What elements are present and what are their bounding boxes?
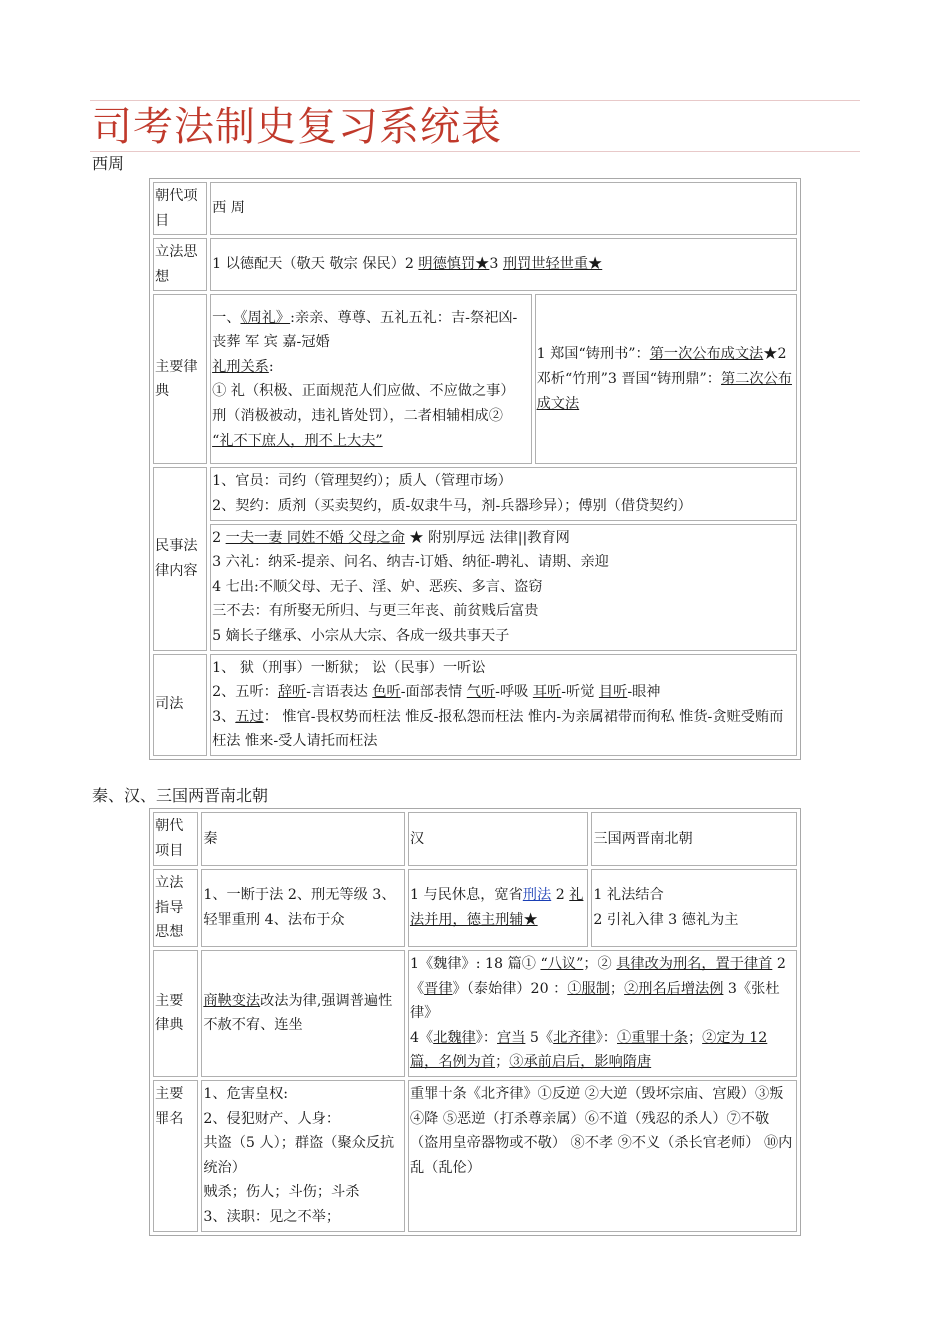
text: :亲亲、尊尊、五礼五礼：吉-祭祀凶-丧葬 军 宾 嘉-冠婚 — [212, 309, 518, 351]
text: 一夫一妻 同姓不婚 父母之命 — [225, 529, 405, 546]
text: ①服制 — [567, 980, 610, 997]
page-title: 司考法制史复习系统表 — [92, 104, 502, 150]
text: 1 郑国“铸刑书”： — [536, 346, 650, 363]
header-cell-item: 朝代项目 — [153, 812, 198, 866]
text: 第一次公布成文法 — [649, 346, 764, 363]
lvdian-line: ① 礼（积极、正面规范人们应做、不应做之事） — [212, 383, 515, 400]
text: ； — [495, 1054, 510, 1071]
sifa-line — [212, 705, 795, 754]
text: 辞听 — [277, 684, 307, 701]
text: 1 礼法结合 — [593, 887, 664, 904]
lvdian-han-sanguo — [408, 950, 797, 1077]
text: ★ 附别厚远 法律||教育网 — [404, 529, 570, 546]
text: 北齐律 — [553, 1029, 596, 1046]
row-head-sifa: 司法 — [153, 654, 207, 756]
qinhan-table — [149, 808, 801, 1236]
xingfa-link[interactable]: 刑法 — [522, 887, 552, 904]
sifa-line: 1、 狱（刑事）一断狱； 讼（民事）一听讼 — [212, 659, 486, 676]
lvdian-line — [212, 306, 529, 355]
table-row — [153, 812, 797, 866]
text: 1 与民休息，宽省 — [409, 887, 523, 904]
text: 共盗（5 人）；群盗（聚众反抗统治） — [203, 1135, 395, 1176]
text: 贼杀；伤人；斗伤；斗杀 — [203, 1184, 360, 1201]
text: -言语表达 — [306, 684, 373, 701]
text: ★2 邓析“竹刑”3 晋国“铸刑鼎”： — [536, 346, 787, 388]
table-row — [153, 294, 797, 464]
sifa-line — [212, 680, 795, 705]
row-head-lvdian: 主要律典 — [153, 950, 198, 1077]
text: 2、侵犯财产、人身： — [203, 1110, 341, 1127]
text: 五过 — [235, 708, 264, 725]
text: 气听 — [466, 684, 496, 701]
text: ③承前启后，影响隋唐 — [509, 1054, 652, 1071]
minshi-line — [212, 526, 795, 551]
lvdian-line — [212, 429, 529, 454]
text: 》： — [475, 1029, 498, 1046]
zhidao-qin: 1、一断于法 2、刑无等级 3、轻罪重刑 4、法布于众 — [201, 869, 405, 947]
text: 》： — [595, 1029, 617, 1046]
lvdian-qin — [201, 950, 405, 1077]
title-top-rule — [90, 100, 860, 101]
text: 4《 — [409, 1029, 434, 1046]
text: 2 — [212, 529, 226, 546]
minshi-part-1 — [210, 467, 797, 520]
minshi-line: 2、契约：质剂（买卖契约，质-奴隶牛马，剂-兵器珍异）；傅别（借贷契约） — [212, 497, 692, 514]
xizhou-table — [149, 178, 801, 760]
header-cell-item: 朝代项目 — [153, 182, 207, 235]
minshi-line: 4 七出:不顺父母、无子、淫、妒、恶疾、多言、盗窃 — [212, 578, 543, 595]
text: 1、危害皇权: — [203, 1085, 289, 1102]
table-row — [153, 1080, 797, 1232]
text: 第二次公布成文法 — [536, 371, 792, 412]
text: ； — [687, 1029, 703, 1046]
section-label-qinhan: 秦、汉、三国两晋南北朝 — [92, 786, 269, 805]
text: : — [268, 358, 274, 375]
header-cell-sanguo: 三国两晋南北朝 — [591, 812, 797, 866]
header-cell-han: 汉 — [408, 812, 588, 866]
table-row — [153, 182, 797, 235]
text: 耳听 — [532, 684, 562, 701]
header-cell-dynasty: 西 周 — [210, 182, 797, 235]
table-row — [153, 238, 797, 291]
text: ； — [609, 980, 625, 997]
text: 目听 — [598, 684, 628, 701]
text: 2 引礼入律 3 德礼为主 — [593, 912, 739, 928]
lifa-content — [210, 238, 797, 291]
minshi-line: 三不去：有所娶无所归、与更三年丧、前贫贱后富贵 — [212, 603, 539, 620]
text: 晋律 — [424, 980, 453, 997]
text: -眼神 — [627, 684, 661, 701]
lifa-text-1: 1 以德配天（敬天 敬宗 保民）2 — [212, 256, 419, 273]
minshi-line: 3 六礼：纳采-提亲、问名、纳吉-订婚、纳征-聘礼、请期、亲迎 — [212, 554, 609, 571]
minshi-line: 1、官员：司约（管理契约）；质人（管理市场） — [212, 473, 512, 490]
table-row — [153, 869, 797, 947]
row-head-lvdian: 主要律典 — [153, 294, 207, 464]
text: 北魏律 — [433, 1029, 476, 1046]
text: -呼吸 — [495, 684, 533, 701]
text: 2《 — [409, 956, 786, 997]
text: ；② — [583, 956, 617, 972]
minshi-part-2 — [210, 524, 797, 651]
text: 具律改为刑名，置于律首 — [616, 956, 773, 972]
text: 色听 — [372, 684, 401, 701]
text: “礼不下庶人，刑不上大夫” — [212, 432, 383, 449]
text: 3《张杜律》 — [409, 980, 780, 1022]
text: 2、五听： — [212, 684, 278, 701]
text: 1《魏律》: 18 篇① — [409, 956, 541, 972]
lifa-underline-2: 刑罚世轻世重★ — [502, 256, 603, 273]
text: ①重罪十条 — [617, 1029, 688, 1046]
lvdian-line — [212, 355, 529, 380]
table-row — [153, 524, 797, 651]
zuiming-han-sanguo: 重罪十条《北齐律》①反逆 ②大逆（毁坏宗庙、宫殿）③叛 ④降 ⑤恶逆（打杀尊亲属）⑥不道（残忍的杀人）⑦不敬（盗用皇帝器物或不敬） ⑧不孝 ⑨不义（杀长官老师） ⑩内乱（乱伦） — [408, 1080, 797, 1232]
text: 改法为律,强调普遍性不赦不宥、连坐 — [203, 992, 393, 1034]
row-head-minshi: 民事法律内容 — [153, 467, 207, 650]
lifa-text-2: 3 — [489, 256, 503, 273]
text: 商鞅变法 — [203, 992, 261, 1009]
lifa-underline-1: 明德慎罚★ — [418, 256, 490, 273]
text: 》（泰始律）20 ： — [452, 980, 568, 997]
zhouli-link: 《周礼》 — [240, 309, 291, 326]
header-cell-qin: 秦 — [201, 812, 405, 866]
text: -听觉 — [561, 684, 599, 701]
text: 一、 — [212, 309, 241, 326]
text: “八议” — [540, 956, 584, 972]
zhidao-han — [408, 869, 588, 947]
sifa-content — [210, 654, 797, 756]
lvdian-left — [210, 294, 531, 464]
table-row — [153, 467, 797, 520]
text: ②刑名后增法例 — [624, 980, 724, 997]
row-head-lifa: 立法思想 — [153, 238, 207, 291]
text: 宫当 — [497, 1029, 526, 1046]
text: 礼刑关系 — [212, 358, 269, 375]
text: 3、渎职：见之不举； — [203, 1208, 341, 1225]
lvdian-right — [535, 294, 797, 464]
title-bottom-rule — [90, 151, 860, 152]
table-row — [153, 950, 797, 1077]
text: 3、 — [212, 708, 236, 725]
section-label-xizhou: 西周 — [92, 154, 125, 173]
zhidao-sanguo — [591, 869, 797, 947]
lvdian-line: 刑（消极被动，违礼皆处罚），二者相辅相成② — [212, 407, 503, 424]
table-row — [153, 654, 797, 756]
text: -面部表情 — [400, 684, 467, 701]
minshi-line: 5 嫡长子继承、小宗从大宗、各成一级共事天子 — [212, 627, 510, 644]
row-head-zuiming: 主要罪名 — [153, 1080, 198, 1232]
text: ②定为 12 篇，名例为首 — [409, 1029, 768, 1071]
zuiming-qin — [201, 1080, 405, 1232]
text: 2 — [551, 887, 570, 904]
text: 5《 — [525, 1029, 554, 1046]
row-head-zhidao: 立法指导思想 — [153, 869, 198, 947]
text: ： 惟官-畏权势而枉法 惟反-报私怨而枉法 惟内-为亲属裙带而徇私 惟货-贪赃受贿而枉法 惟来-受人请托而枉法 — [212, 708, 784, 750]
text: 礼法并用，德主刑辅★ — [409, 887, 584, 928]
